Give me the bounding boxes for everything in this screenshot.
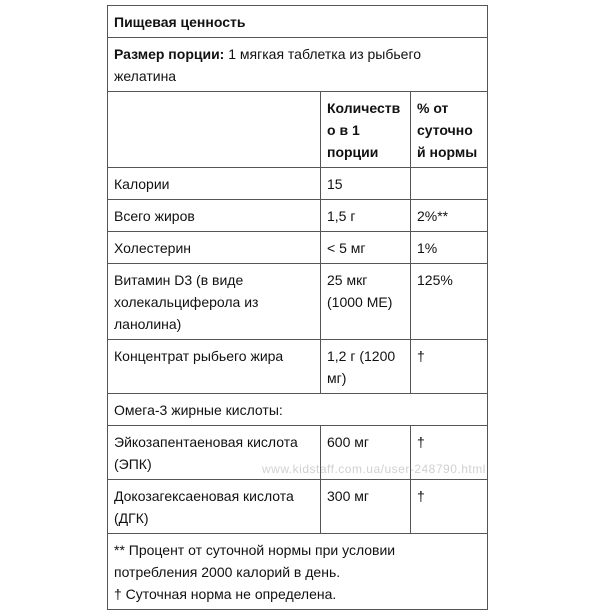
watermark: www.kidstaff.com.ua/user-248790.html [262,462,486,476]
table-title: Пищевая ценность [108,6,488,38]
nutrient-name: Витамин D3 (в виде холекальциферола из ланолина) [108,264,321,340]
header-amount: Количество в 1 порции [321,92,411,168]
footnote-daily-value: ** Процент от суточной нормы при условии потребления 2000 калорий в день. [114,542,396,580]
title-row [108,6,488,38]
serving-size [108,38,488,92]
footnotes-row [108,534,488,610]
nutrient-daily-value: † [411,340,488,394]
nutrient-daily-value: † [411,426,488,480]
nutrient-amount: < 5 мг [321,232,411,264]
nutrient-amount: 600 мг [321,426,411,480]
nutrient-amount: 1,5 г [321,200,411,232]
nutrient-daily-value: † [411,480,488,534]
serving-label: Размер порции: [114,46,225,62]
footnotes [108,534,488,610]
table-row [108,200,488,232]
nutrient-daily-value: 1% [411,232,488,264]
nutrition-facts-table [107,5,488,610]
omega-header: Омега-3 жирные кислоты: [108,394,488,426]
nutrient-name: Эйкозапентаеновая кислота (ЭПК) [108,426,321,480]
header-empty [108,92,321,168]
table-row [108,426,488,480]
nutrient-amount: 1,2 г (1200 мг) [321,340,411,394]
nutrient-name: Докозагексаеновая кислота (ДГК) [108,480,321,534]
table-row [108,168,488,200]
table-row [108,340,488,394]
serving-value: 1 мягкая таблетка из рыбьего желатина [114,46,422,84]
table-row [108,264,488,340]
nutrient-name: Концентрат рыбьего жира [108,340,321,394]
table-row [108,480,488,534]
nutrient-daily-value: 125% [411,264,488,340]
nutrient-name: Калории [108,168,321,200]
table-row [108,232,488,264]
nutrient-name: Холестерин [108,232,321,264]
nutrient-daily-value: 2%** [411,200,488,232]
nutrient-daily-value [411,168,488,200]
omega-header-row [108,394,488,426]
serving-row [108,38,488,92]
nutrient-amount: 15 [321,168,411,200]
header-daily-value: % от суточной нормы [411,92,488,168]
nutrient-amount: 300 мг [321,480,411,534]
nutrient-name: Всего жиров [108,200,321,232]
nutrient-amount: 25 мкг (1000 МЕ) [321,264,411,340]
footnote-not-established: † Суточная норма не определена. [114,586,337,602]
header-row [108,92,488,168]
